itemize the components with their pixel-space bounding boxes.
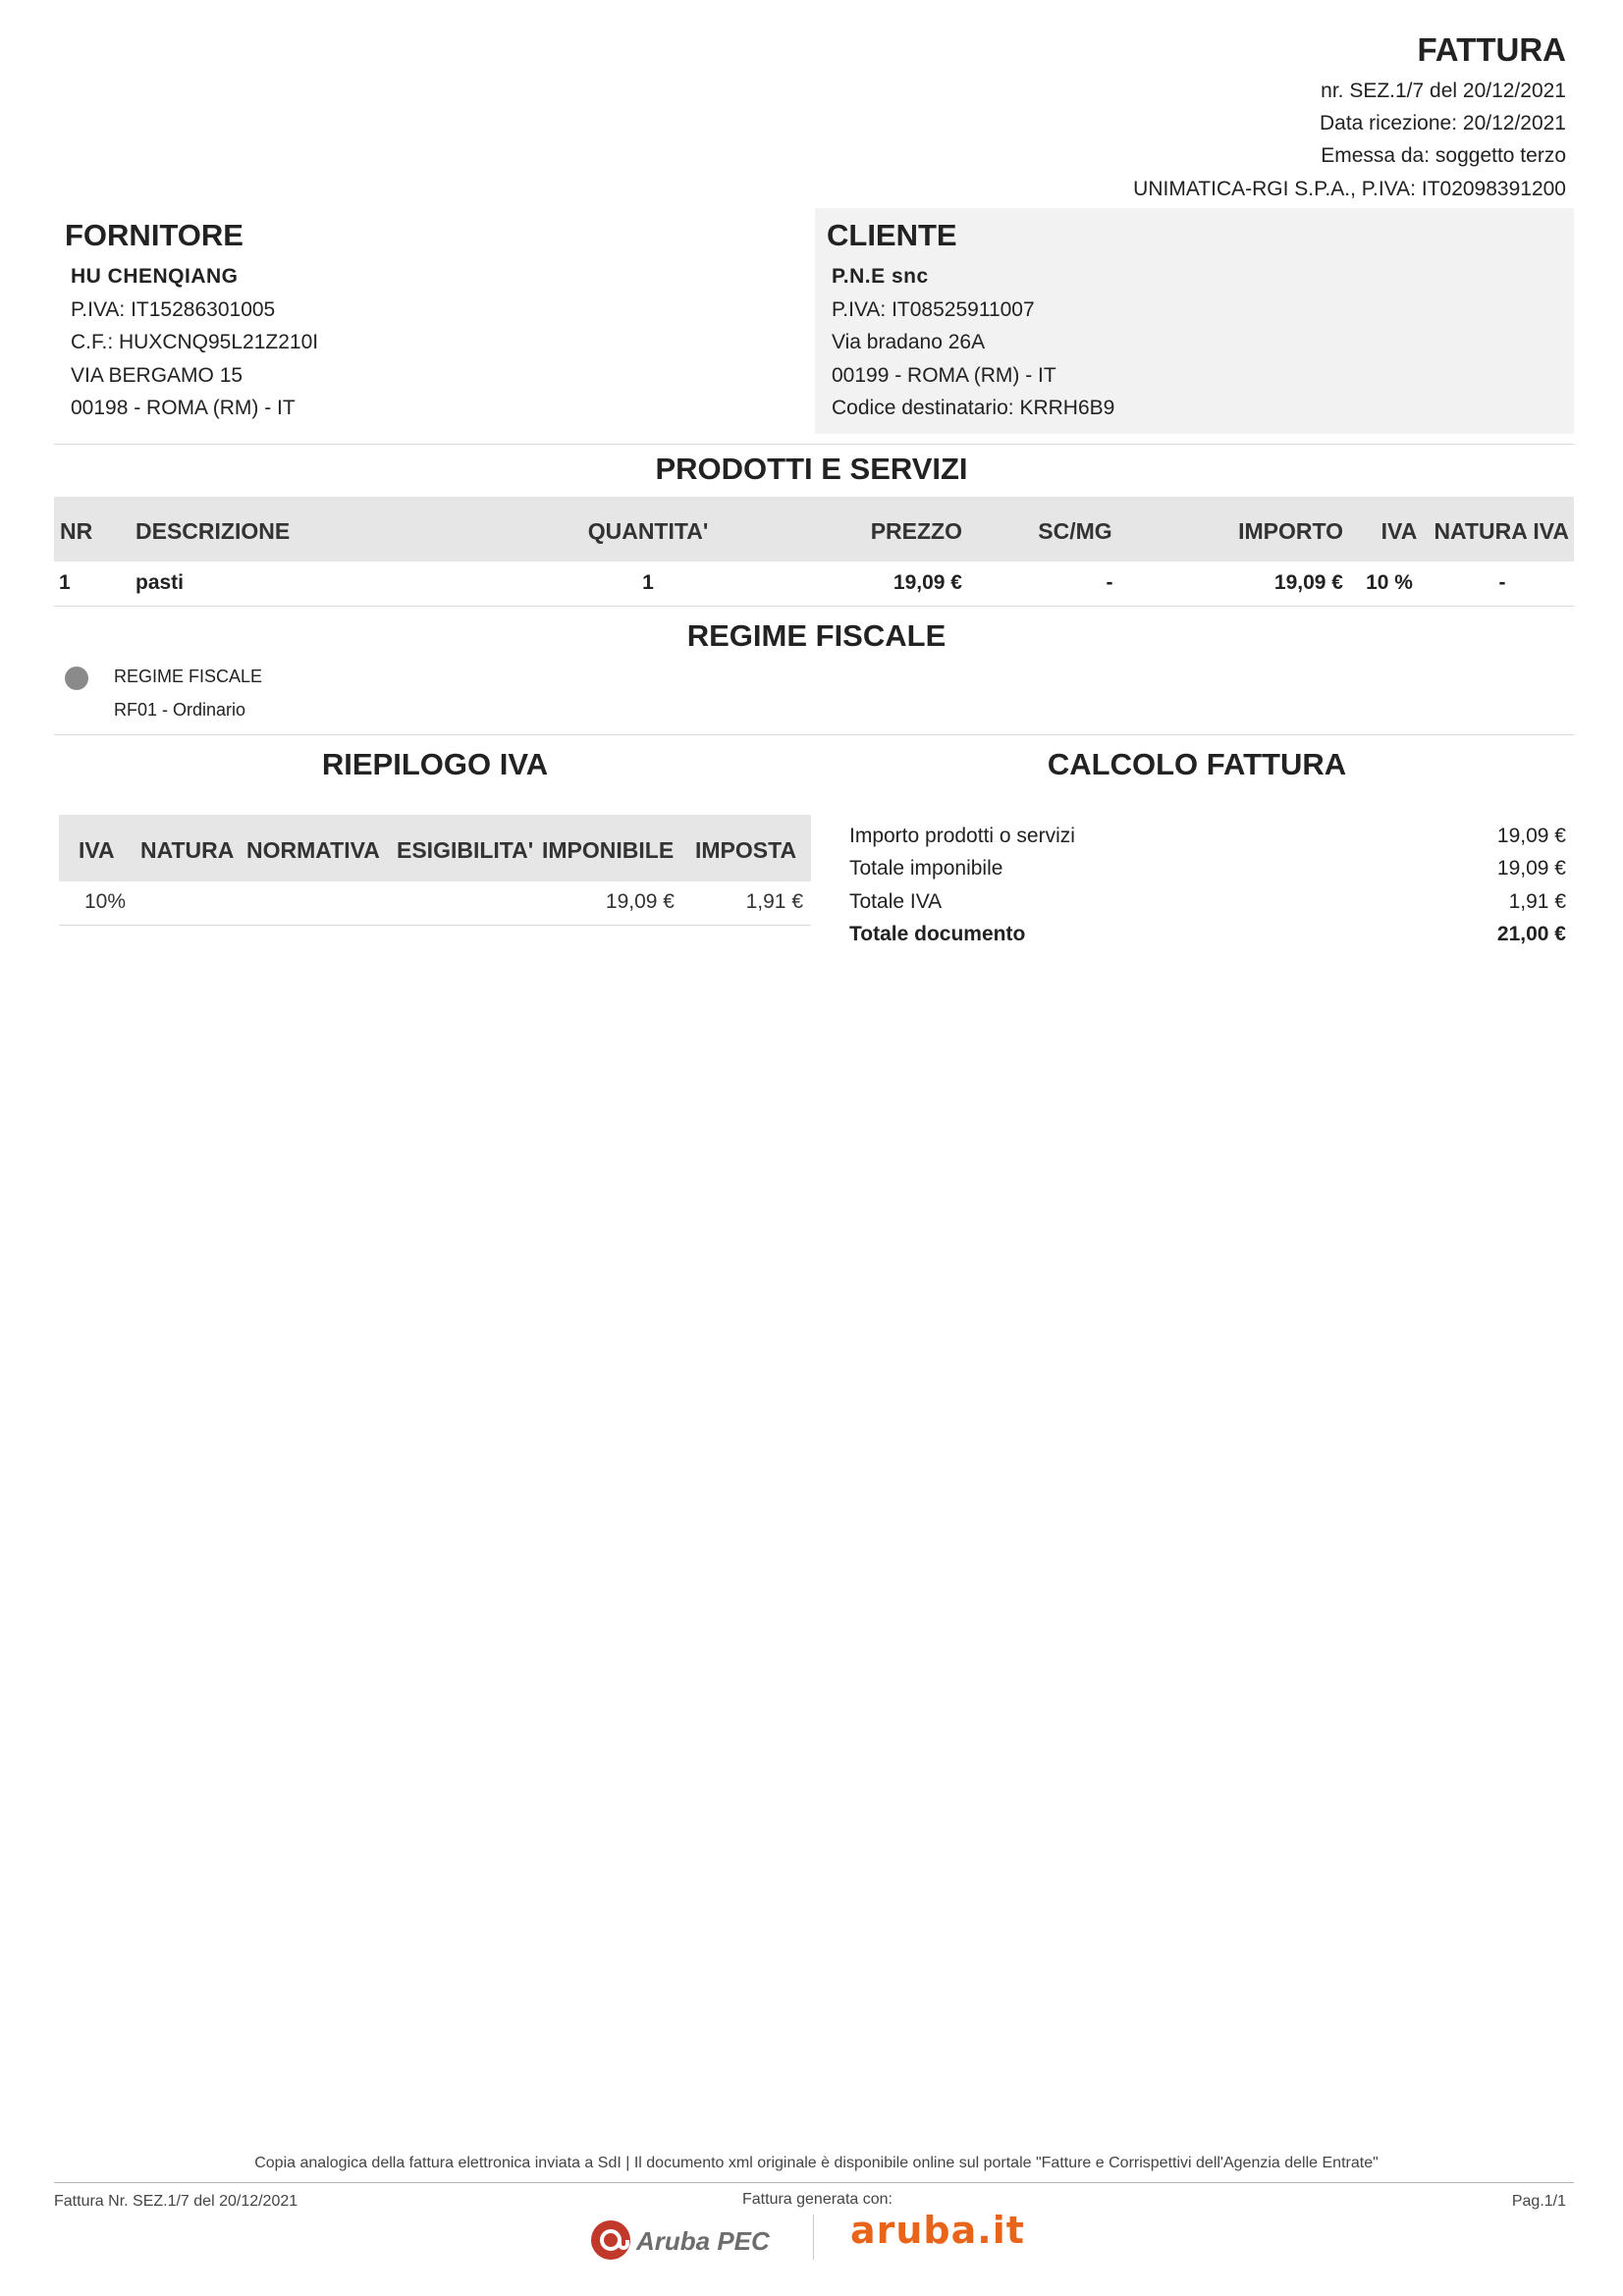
col-nr: NR [60, 518, 93, 544]
col-price: PREZZO [870, 518, 962, 544]
row-amount: 19,09 € [1273, 571, 1343, 594]
footer-page: Pag.1/1 [1511, 2193, 1566, 2210]
divider [54, 444, 1574, 445]
vat-col-regulation: NORMATIVA [246, 837, 380, 863]
row-nr: 1 [59, 571, 71, 594]
row-vat-nature: - [1498, 571, 1506, 594]
client-block [815, 208, 1574, 434]
client-heading: CLIENTE [827, 218, 957, 252]
vat-summary-heading: RIEPILOGO IVA [321, 747, 549, 781]
supplier-address: VIA BERGAMO 15 [71, 364, 243, 387]
client-recipient-code: Codice destinatario: KRRH6B9 [832, 397, 1115, 419]
row-description: pasti [135, 571, 185, 594]
client-city: 00199 - ROMA (RM) - IT [832, 364, 1056, 387]
aruba-pec-logo [589, 2218, 785, 2258]
row-price: 19,09 € [893, 571, 962, 594]
calc-label: Totale IVA [849, 890, 943, 913]
supplier-block [54, 208, 810, 434]
calc-total-label: Totale documento [849, 923, 1026, 945]
col-description: DESCRIZIONE [135, 518, 291, 544]
invoice-title: FATTURA [1417, 31, 1566, 68]
col-discount: SC/MG [1038, 518, 1112, 544]
vat-row-taxable: 19,09 € [605, 890, 675, 913]
client-vat: P.IVA: IT08525911007 [832, 298, 1035, 321]
client-name: P.N.E snc [832, 265, 929, 288]
invoice-number-line: nr. SEZ.1/7 del 20/12/2021 [1321, 80, 1566, 102]
third-party-line: UNIMATICA-RGI S.P.A., P.IVA: IT02098391200 [1133, 178, 1566, 200]
calc-value: 19,09 € [1496, 857, 1566, 880]
vat-row-vat: 10% [84, 890, 127, 913]
footer-invoice-ref: Fattura Nr. SEZ.1/7 del 20/12/2021 [54, 2193, 298, 2210]
products-heading: PRODOTTI E SERVIZI [655, 452, 968, 486]
calc-label: Importo prodotti o servizi [849, 825, 1075, 847]
calc-total-value: 21,00 € [1496, 923, 1566, 945]
aruba-pec-text: Aruba PEC [636, 2226, 770, 2256]
tax-regime-heading: REGIME FISCALE [686, 618, 947, 653]
supplier-vat: P.IVA: IT15286301005 [71, 298, 276, 321]
footer-generated-by: Fattura generata con: [742, 2191, 893, 2208]
col-amount: IMPORTO [1238, 518, 1343, 544]
tax-regime-label: REGIME FISCALE [114, 667, 263, 686]
col-vat: IVA [1380, 518, 1418, 544]
vat-row-tax: 1,91 € [745, 890, 803, 913]
col-quantity: QUANTITA' [587, 518, 709, 544]
footer-disclaimer: Copia analogica della fattura elettronica inviata a SdI | Il documento xml originale è disponibile online sul portale "Fatture e Corrispettivi dell'Agenzia delle Entrate" [254, 2155, 1379, 2171]
bullet-icon [65, 667, 88, 690]
supplier-name: HU CHENQIANG [71, 265, 239, 288]
supplier-tax-code: C.F.: HUXCNQ95L21Z210I [71, 331, 319, 353]
vat-col-chargeability: ESIGIBILITA' [397, 837, 534, 863]
footer-divider [54, 2182, 1574, 2183]
aruba-it-logo: aruba.it [850, 2209, 1025, 2252]
divider [59, 925, 811, 926]
row-quantity: 1 [642, 571, 654, 594]
client-address: Via bradano 26A [832, 331, 986, 353]
divider [54, 606, 1574, 607]
col-vat-nature: NATURA IVA [1434, 518, 1569, 544]
calc-value: 1,91 € [1508, 890, 1566, 913]
tax-regime-value: RF01 - Ordinario [114, 700, 246, 720]
supplier-heading: FORNITORE [65, 218, 243, 252]
row-discount: - [1106, 571, 1113, 594]
vat-col-vat: IVA [79, 837, 115, 863]
divider [54, 734, 1574, 735]
calc-label: Totale imponibile [849, 857, 1003, 880]
vat-col-nature: NATURA [140, 837, 235, 863]
invoice-calc-heading: CALCOLO FATTURA [1047, 747, 1347, 781]
logo-separator [813, 2215, 814, 2260]
vat-col-tax: IMPOSTA [695, 837, 797, 863]
supplier-city: 00198 - ROMA (RM) - IT [71, 397, 296, 419]
vat-col-taxable: IMPONIBILE [542, 837, 675, 863]
aruba-pec-icon [589, 2218, 632, 2262]
calc-value: 19,09 € [1496, 825, 1566, 847]
received-date-line: Data ricezione: 20/12/2021 [1319, 112, 1566, 134]
row-vat: 10 % [1366, 571, 1413, 594]
issuer-line: Emessa da: soggetto terzo [1321, 144, 1566, 167]
